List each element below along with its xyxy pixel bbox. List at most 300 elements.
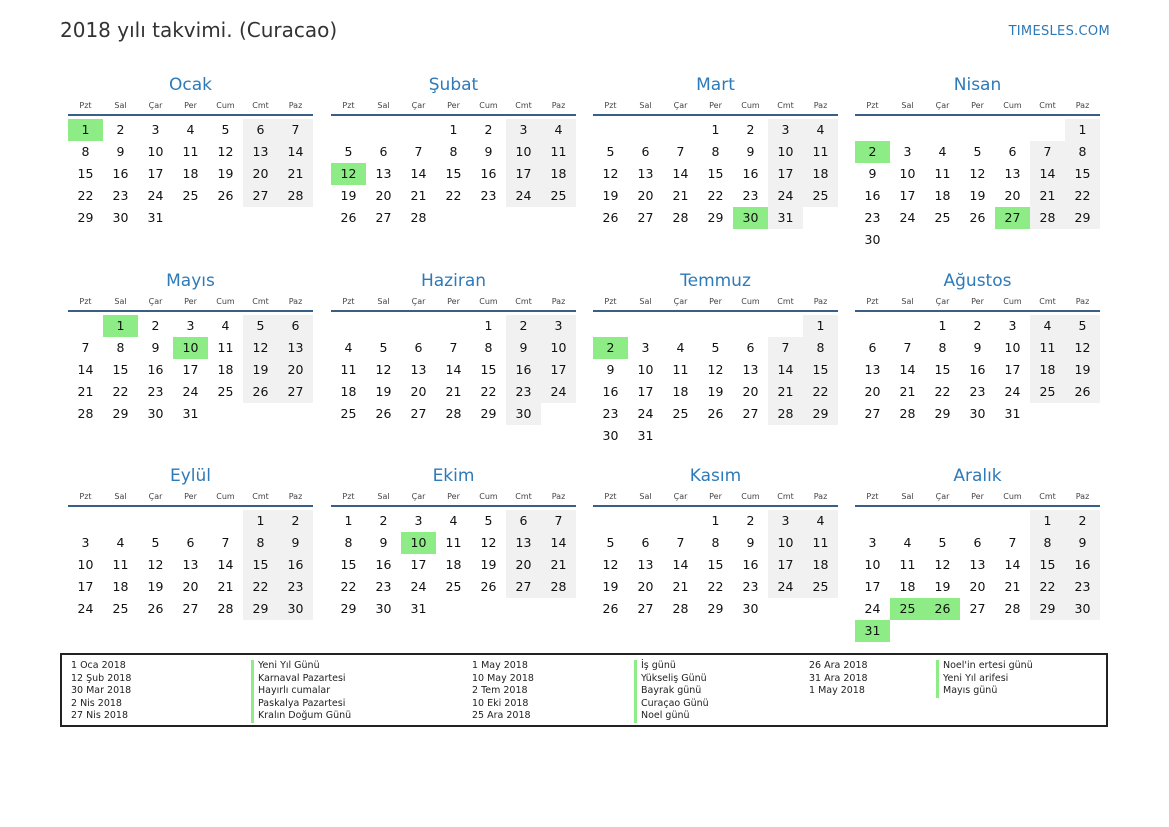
day-cell: 27: [375, 210, 392, 225]
day-cell: 9: [606, 362, 615, 377]
day-cell: 11: [672, 362, 689, 377]
weekday-header: [331, 489, 576, 507]
day-cell: 29: [707, 210, 724, 225]
weekday-label: Cmt: [1039, 297, 1056, 306]
day-cell: 4: [344, 340, 353, 355]
month-days: [593, 315, 838, 447]
legend-names-column: [936, 660, 1033, 698]
day-cell: 13: [375, 166, 392, 181]
day-cell: 23: [112, 188, 129, 203]
day-cell: 27: [637, 601, 654, 616]
day-cell: 3: [868, 535, 877, 550]
day-cell: 17: [637, 384, 654, 399]
weekday-label: Paz: [813, 101, 828, 110]
weekday-label: Paz: [551, 492, 566, 501]
day-cell: 7: [768, 337, 803, 359]
weekday-label: Cmt: [1039, 492, 1056, 501]
legend-date: 12 Şub 2018: [71, 672, 132, 684]
day-cell: 29: [77, 210, 94, 225]
legend-holiday-name: Kralın Doğum Günü: [251, 710, 351, 723]
day-cell: 7: [676, 535, 685, 550]
day-cell: 5: [711, 340, 720, 355]
weekday-header: [68, 489, 313, 507]
empty-cell: [208, 510, 243, 532]
legend-dates-column: [809, 660, 868, 698]
empty-cell: [628, 510, 663, 532]
weekday-label: Cum: [479, 297, 498, 306]
day-cell: 18: [803, 163, 838, 185]
day-cell: 9: [1065, 532, 1100, 554]
holiday-day: 2: [855, 141, 890, 163]
holiday-day: 30: [733, 207, 768, 229]
day-cell: 29: [112, 406, 129, 421]
day-cell: 12: [602, 166, 619, 181]
month-block: [331, 463, 576, 620]
day-cell: 1: [711, 513, 720, 528]
day-cell: 17: [506, 163, 541, 185]
day-cell: 6: [379, 144, 388, 159]
weekday-label: Çar: [935, 101, 950, 110]
day-cell: 22: [112, 384, 129, 399]
day-cell: 10: [768, 141, 803, 163]
month-days: [68, 510, 313, 620]
day-cell: 20: [278, 359, 313, 381]
month-block: [331, 72, 576, 229]
day-cell: 13: [637, 166, 654, 181]
day-cell: 30: [112, 210, 129, 225]
day-cell: 25: [541, 185, 576, 207]
weekday-label: Pzt: [604, 492, 617, 501]
weekday-label: Cum: [741, 101, 760, 110]
day-cell: 3: [768, 510, 803, 532]
day-cell: 22: [340, 579, 357, 594]
empty-cell: [855, 510, 890, 532]
day-cell: 7: [903, 340, 912, 355]
day-cell: 28: [278, 185, 313, 207]
day-cell: 5: [151, 535, 160, 550]
day-cell: 23: [742, 579, 759, 594]
empty-cell: [593, 510, 628, 532]
day-cell: 24: [864, 601, 881, 616]
day-cell: 8: [938, 340, 947, 355]
day-cell: 24: [899, 210, 916, 225]
day-cell: 1: [938, 318, 947, 333]
weekday-label: Çar: [935, 492, 950, 501]
month-block: [68, 72, 313, 229]
day-cell: 2: [1065, 510, 1100, 532]
day-cell: 12: [1065, 337, 1100, 359]
day-cell: 13: [182, 557, 199, 572]
day-cell: 18: [340, 384, 357, 399]
weekday-label: Cmt: [515, 297, 532, 306]
day-cell: 30: [278, 598, 313, 620]
day-cell: 29: [340, 601, 357, 616]
weekday-label: Çar: [673, 101, 688, 110]
day-cell: 14: [445, 362, 462, 377]
weekday-header: [331, 294, 576, 312]
day-cell: 15: [77, 166, 94, 181]
weekday-label: Per: [184, 492, 197, 501]
legend-holiday-name: Curaçao Günü: [634, 698, 709, 711]
day-cell: 6: [746, 340, 755, 355]
day-cell: 1: [1030, 510, 1065, 532]
weekday-label: Sal: [114, 297, 127, 306]
day-cell: 14: [541, 532, 576, 554]
empty-cell: [855, 315, 890, 337]
day-cell: 20: [864, 384, 881, 399]
day-cell: 22: [243, 576, 278, 598]
day-cell: 13: [864, 362, 881, 377]
day-cell: 1: [1065, 119, 1100, 141]
day-cell: 21: [77, 384, 94, 399]
legend-date: 30 Mar 2018: [71, 685, 132, 697]
day-cell: 19: [480, 557, 497, 572]
month-name: Eylül: [169, 466, 212, 486]
day-cell: 26: [375, 406, 392, 421]
weekday-label: Pzt: [79, 297, 92, 306]
day-cell: 18: [934, 188, 951, 203]
weekday-label: Cmt: [515, 492, 532, 501]
weekday-label: Cum: [216, 101, 235, 110]
holiday-day: 10: [401, 532, 436, 554]
day-cell: 13: [637, 557, 654, 572]
day-cell: 27: [410, 406, 427, 421]
day-cell: 21: [445, 384, 462, 399]
weekday-label: Cmt: [777, 492, 794, 501]
day-cell: 24: [506, 185, 541, 207]
day-cell: 7: [676, 144, 685, 159]
day-cell: 7: [541, 510, 576, 532]
day-cell: 27: [182, 601, 199, 616]
month-block: [68, 463, 313, 620]
day-cell: 16: [969, 362, 986, 377]
month-days: [68, 315, 313, 425]
day-cell: 3: [903, 144, 912, 159]
day-cell: 18: [445, 557, 462, 572]
day-cell: 4: [186, 122, 195, 137]
day-cell: 22: [707, 579, 724, 594]
day-cell: 31: [1004, 406, 1021, 421]
weekday-label: Cmt: [1039, 101, 1056, 110]
weekday-label: Per: [447, 297, 460, 306]
day-cell: 25: [112, 601, 129, 616]
day-cell: 20: [182, 579, 199, 594]
day-cell: 4: [541, 119, 576, 141]
day-cell: 15: [707, 166, 724, 181]
empty-cell: [103, 510, 138, 532]
day-cell: 20: [506, 554, 541, 576]
weekday-label: Sal: [639, 297, 652, 306]
legend-holiday-name: Paskalya Pazartesi: [251, 698, 351, 711]
day-cell: 20: [1004, 188, 1021, 203]
day-cell: 18: [112, 579, 129, 594]
day-cell: 29: [803, 403, 838, 425]
empty-cell: [855, 119, 890, 141]
weekday-label: Pzt: [866, 492, 879, 501]
day-cell: 4: [938, 144, 947, 159]
day-cell: 8: [81, 144, 90, 159]
empty-cell: [628, 119, 663, 141]
day-cell: 18: [541, 163, 576, 185]
day-cell: 15: [803, 359, 838, 381]
weekday-header: [855, 294, 1100, 312]
day-cell: 8: [1065, 141, 1100, 163]
day-cell: 14: [77, 362, 94, 377]
day-cell: 21: [1030, 185, 1065, 207]
day-cell: 20: [410, 384, 427, 399]
day-cell: 27: [969, 601, 986, 616]
day-cell: 11: [445, 535, 462, 550]
empty-cell: [436, 315, 471, 337]
day-cell: 19: [147, 579, 164, 594]
legend-holiday-name: Mayıs günü: [936, 685, 1033, 698]
day-cell: 27: [864, 406, 881, 421]
weekday-label: Cum: [1003, 297, 1022, 306]
day-cell: 5: [344, 144, 353, 159]
day-cell: 17: [541, 359, 576, 381]
day-cell: 14: [672, 166, 689, 181]
day-cell: 23: [864, 210, 881, 225]
empty-cell: [890, 119, 925, 141]
day-cell: 3: [768, 119, 803, 141]
weekday-label: Sal: [114, 101, 127, 110]
weekday-label: Pzt: [604, 101, 617, 110]
day-cell: 8: [243, 532, 278, 554]
empty-cell: [628, 315, 663, 337]
empty-cell: [366, 119, 401, 141]
day-cell: 17: [147, 166, 164, 181]
day-cell: 9: [151, 340, 160, 355]
day-cell: 3: [151, 122, 160, 137]
empty-cell: [68, 315, 103, 337]
day-cell: 19: [602, 188, 619, 203]
day-cell: 10: [768, 532, 803, 554]
day-cell: 17: [77, 579, 94, 594]
day-cell: 28: [410, 210, 427, 225]
day-cell: 12: [480, 535, 497, 550]
day-cell: 25: [672, 406, 689, 421]
holiday-day: 1: [68, 119, 103, 141]
month-days: [593, 510, 838, 620]
weekday-label: Per: [184, 101, 197, 110]
day-cell: 23: [742, 188, 759, 203]
site-link[interactable]: TIMESLES.COM: [1008, 24, 1110, 39]
day-cell: 18: [672, 384, 689, 399]
day-cell: 11: [182, 144, 199, 159]
month-block: [593, 72, 838, 229]
weekday-header: [593, 98, 838, 116]
day-cell: 12: [375, 362, 392, 377]
day-cell: 30: [969, 406, 986, 421]
weekday-label: Paz: [1075, 492, 1090, 501]
day-cell: 25: [445, 579, 462, 594]
empty-cell: [768, 315, 803, 337]
weekday-label: Pzt: [342, 297, 355, 306]
day-cell: 18: [1030, 359, 1065, 381]
weekday-label: Paz: [813, 492, 828, 501]
day-cell: 5: [221, 122, 230, 137]
empty-cell: [890, 315, 925, 337]
day-cell: 16: [742, 557, 759, 572]
day-cell: 30: [147, 406, 164, 421]
day-cell: 21: [278, 163, 313, 185]
day-cell: 26: [969, 210, 986, 225]
day-cell: 11: [340, 362, 357, 377]
day-cell: 15: [1065, 163, 1100, 185]
day-cell: 1: [711, 122, 720, 137]
day-cell: 8: [116, 340, 125, 355]
day-cell: 1: [449, 122, 458, 137]
day-cell: 2: [278, 510, 313, 532]
day-cell: 14: [899, 362, 916, 377]
day-cell: 23: [278, 576, 313, 598]
legend-holiday-name: Karnaval Pazartesi: [251, 673, 351, 686]
weekday-label: Cum: [741, 492, 760, 501]
day-cell: 13: [1004, 166, 1021, 181]
month-block: [855, 268, 1100, 425]
day-cell: 15: [112, 362, 129, 377]
day-cell: 10: [506, 141, 541, 163]
weekday-label: Pzt: [866, 297, 879, 306]
day-cell: 6: [414, 340, 423, 355]
day-cell: 12: [707, 362, 724, 377]
day-cell: 2: [379, 513, 388, 528]
day-cell: 3: [541, 315, 576, 337]
day-cell: 14: [278, 141, 313, 163]
day-cell: 29: [707, 601, 724, 616]
day-cell: 8: [1030, 532, 1065, 554]
day-cell: 22: [1065, 185, 1100, 207]
month-block: [855, 463, 1100, 642]
day-cell: 29: [1030, 598, 1065, 620]
weekday-label: Çar: [411, 101, 426, 110]
month-name: Ocak: [169, 75, 212, 95]
weekday-label: Per: [184, 297, 197, 306]
day-cell: 10: [899, 166, 916, 181]
month-name: Ekim: [432, 466, 475, 486]
day-cell: 29: [934, 406, 951, 421]
empty-cell: [995, 510, 1030, 532]
weekday-label: Sal: [901, 492, 914, 501]
day-cell: 23: [375, 579, 392, 594]
holiday-day: 25: [890, 598, 925, 620]
day-cell: 5: [379, 340, 388, 355]
legend-holiday-name: Noel'in ertesi günü: [936, 660, 1033, 673]
weekday-header: [593, 489, 838, 507]
day-cell: 4: [803, 119, 838, 141]
legend-dates-column: [472, 660, 534, 723]
weekday-header: [68, 294, 313, 312]
day-cell: 10: [77, 557, 94, 572]
day-cell: 16: [742, 166, 759, 181]
month-name: Kasım: [689, 466, 742, 486]
empty-cell: [331, 315, 366, 337]
day-cell: 18: [217, 362, 234, 377]
day-cell: 16: [375, 557, 392, 572]
legend-date: 1 May 2018: [472, 660, 528, 671]
day-cell: 8: [711, 535, 720, 550]
month-name: Mart: [696, 75, 735, 95]
weekday-label: Çar: [148, 492, 163, 501]
day-cell: 13: [278, 337, 313, 359]
day-cell: 9: [484, 144, 493, 159]
day-cell: 12: [602, 557, 619, 572]
weekday-label: Pzt: [342, 492, 355, 501]
day-cell: 5: [1065, 315, 1100, 337]
day-cell: 21: [672, 579, 689, 594]
weekday-label: Per: [447, 101, 460, 110]
legend-names-column: [251, 660, 351, 723]
day-cell: 26: [480, 579, 497, 594]
day-cell: 9: [746, 535, 755, 550]
legend-date: 2 Nis 2018: [71, 697, 122, 709]
day-cell: 5: [606, 144, 615, 159]
day-cell: 17: [410, 557, 427, 572]
day-cell: 25: [803, 576, 838, 598]
empty-cell: [960, 510, 995, 532]
day-cell: 8: [711, 144, 720, 159]
day-cell: 20: [637, 188, 654, 203]
day-cell: 5: [243, 315, 278, 337]
day-cell: 21: [672, 188, 689, 203]
month-block: [331, 268, 576, 425]
day-cell: 9: [746, 144, 755, 159]
day-cell: 21: [768, 381, 803, 403]
weekday-label: Sal: [639, 492, 652, 501]
day-cell: 30: [742, 601, 759, 616]
empty-cell: [925, 119, 960, 141]
day-cell: 3: [641, 340, 650, 355]
month-block: [68, 268, 313, 425]
weekday-label: Cum: [479, 492, 498, 501]
day-cell: 26: [243, 381, 278, 403]
holiday-legend: [60, 653, 1108, 727]
day-cell: 13: [243, 141, 278, 163]
day-cell: 2: [973, 318, 982, 333]
day-cell: 8: [449, 144, 458, 159]
day-cell: 24: [77, 601, 94, 616]
day-cell: 19: [340, 188, 357, 203]
weekday-label: Çar: [148, 297, 163, 306]
legend-holiday-name: Noel günü: [634, 710, 709, 723]
weekday-header: [68, 98, 313, 116]
day-cell: 16: [1065, 554, 1100, 576]
weekday-label: Çar: [411, 492, 426, 501]
day-cell: 22: [445, 188, 462, 203]
day-cell: 21: [1004, 579, 1021, 594]
day-cell: 4: [903, 535, 912, 550]
day-cell: 8: [344, 535, 353, 550]
day-cell: 4: [803, 510, 838, 532]
day-cell: 12: [147, 557, 164, 572]
day-cell: 29: [1065, 207, 1100, 229]
day-cell: 12: [934, 557, 951, 572]
weekday-label: Sal: [901, 101, 914, 110]
weekday-label: Cmt: [252, 297, 269, 306]
day-cell: 2: [116, 122, 125, 137]
empty-cell: [925, 510, 960, 532]
day-cell: 20: [742, 384, 759, 399]
empty-cell: [663, 315, 698, 337]
day-cell: 6: [641, 535, 650, 550]
legend-date: 1 May 2018: [809, 685, 865, 697]
day-cell: 17: [864, 579, 881, 594]
day-cell: 27: [278, 381, 313, 403]
day-cell: 22: [480, 384, 497, 399]
month-block: [593, 268, 838, 447]
weekday-label: Paz: [551, 297, 566, 306]
weekday-header: [855, 98, 1100, 116]
